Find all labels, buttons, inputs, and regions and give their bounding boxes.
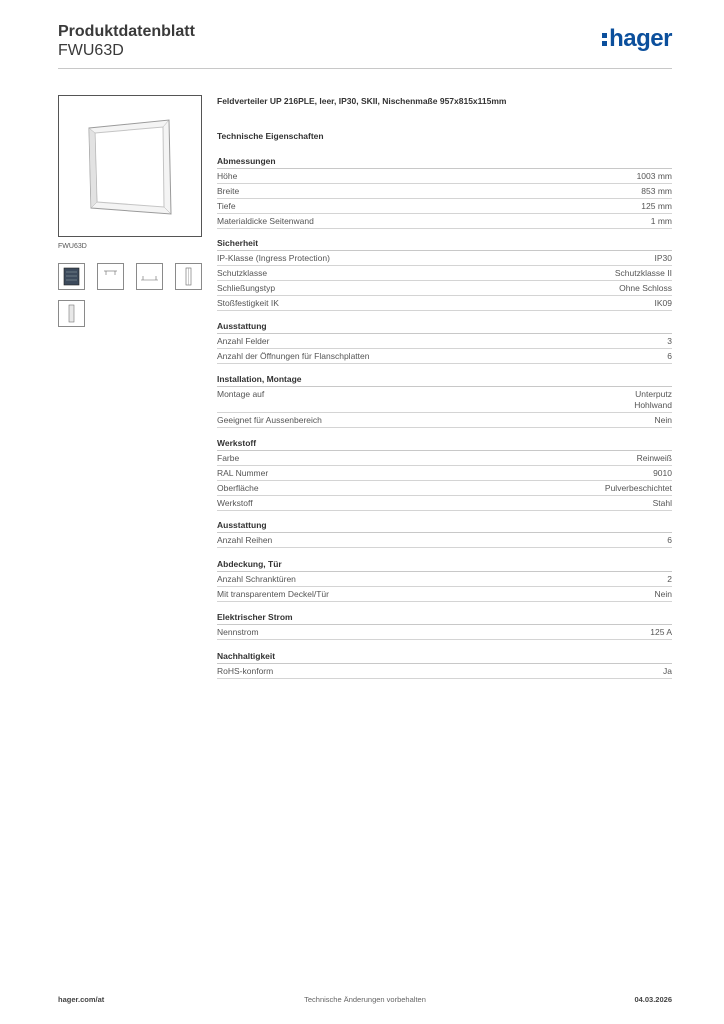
- row-value: Schutzklasse II: [614, 267, 672, 278]
- cabinet-image-icon: [59, 96, 201, 236]
- thumbnail-depth-drawing[interactable]: [175, 263, 202, 290]
- group-title: Werkstoff: [217, 437, 672, 451]
- logo-colon-icon: [602, 30, 607, 48]
- group-title: Ausstattung: [217, 519, 672, 533]
- group-title: Sicherheit: [217, 237, 672, 251]
- table-row: [217, 296, 672, 311]
- row-label: Farbe: [217, 452, 240, 463]
- row-value: Pulverbeschichtet: [604, 482, 672, 493]
- group-title: Abdeckung, Tür: [217, 558, 672, 572]
- row-label: Schutzklasse: [217, 267, 268, 278]
- row-value: 853 mm: [641, 185, 672, 196]
- row-value: 1 mm: [650, 215, 672, 226]
- row-label: Schließungstyp: [217, 282, 276, 293]
- row-label: Werkstoff: [217, 497, 253, 508]
- side-view-icon: [59, 301, 84, 326]
- row-label: Mit transparentem Deckel/Tür: [217, 588, 329, 599]
- thumbnail-front-view[interactable]: [58, 263, 85, 290]
- row-value: IK09: [654, 297, 672, 308]
- footer-website-link[interactable]: hager.com/at: [58, 995, 105, 1004]
- table-row: [217, 251, 672, 266]
- row-value: 125 A: [650, 626, 672, 637]
- row-label: Breite: [217, 185, 240, 196]
- row-label: Anzahl Felder: [217, 335, 270, 346]
- group-ausstattung: [217, 320, 672, 364]
- row-label: Geeignet für Aussenbereich: [217, 414, 322, 425]
- row-label: Anzahl der Öffnungen für Flanschplatten: [217, 350, 370, 361]
- row-value: Nein: [654, 414, 672, 425]
- row-label: RAL Nummer: [217, 467, 269, 478]
- table-row: [217, 169, 672, 184]
- table-row: [217, 572, 672, 587]
- row-value: Ohne Schloss: [619, 282, 672, 293]
- group-title: Abmessungen: [217, 155, 672, 169]
- hager-logo: [602, 26, 672, 52]
- product-code: FWU63D: [58, 42, 124, 59]
- table-row: [217, 481, 672, 496]
- group-title: Installation, Montage: [217, 373, 672, 387]
- table-row: [217, 664, 672, 679]
- table-row: [217, 184, 672, 199]
- product-description: Feldverteiler UP 216PLE, leer, IP30, SKII, Nischenmaße 957x815x115mm: [217, 96, 507, 106]
- row-value: Unterputz Hohlwand: [634, 388, 672, 410]
- row-value: 1003 mm: [636, 170, 672, 181]
- thumbnail-top-drawing[interactable]: [97, 263, 124, 290]
- table-row: [217, 334, 672, 349]
- table-row: [217, 466, 672, 481]
- row-label: Nennstrom: [217, 626, 259, 637]
- row-value: IP30: [654, 252, 672, 263]
- table-row: [217, 496, 672, 511]
- row-value: 6: [667, 534, 672, 545]
- row-value: 6: [667, 350, 672, 361]
- row-label: Tiefe: [217, 200, 236, 211]
- row-label: Stoßfestigkeit IK: [217, 297, 279, 308]
- side-drawing-icon: [137, 264, 162, 289]
- row-label: RoHS-konform: [217, 665, 274, 676]
- footer-notice: Technische Änderungen vorbehalten: [304, 995, 426, 1004]
- table-row: [217, 281, 672, 296]
- thumbnail-side-view[interactable]: [58, 300, 85, 327]
- product-image: [58, 95, 202, 237]
- product-image-label: FWU63D: [58, 243, 87, 250]
- row-label: Anzahl Schranktüren: [217, 573, 296, 584]
- row-value: 2: [667, 573, 672, 584]
- group-nachhaltigkeit: [217, 650, 672, 679]
- group-installation-montage: [217, 373, 672, 428]
- depth-drawing-icon: [176, 264, 201, 289]
- table-row: [217, 214, 672, 229]
- row-label: Materialdicke Seitenwand: [217, 215, 314, 226]
- group-title: Nachhaltigkeit: [217, 650, 672, 664]
- group-werkstoff: [217, 437, 672, 511]
- row-value: 3: [667, 335, 672, 346]
- row-value: Nein: [654, 588, 672, 599]
- logo-text: hager: [609, 25, 672, 52]
- top-drawing-icon: [98, 264, 123, 289]
- table-row: [217, 625, 672, 640]
- row-value: Stahl: [652, 497, 672, 508]
- front-view-icon: [59, 264, 84, 289]
- table-row: [217, 387, 672, 413]
- group-title: Ausstattung: [217, 320, 672, 334]
- row-label: IP-Klasse (Ingress Protection): [217, 252, 330, 263]
- row-value: 9010: [653, 467, 672, 478]
- table-row: [217, 199, 672, 214]
- document-title: Produktdatenblatt: [58, 23, 195, 40]
- table-row: [217, 413, 672, 428]
- group-title: Elektrischer Strom: [217, 611, 672, 625]
- row-value: Reinweiß: [636, 452, 672, 463]
- footer-date: 04.03.2026: [634, 995, 672, 1004]
- group-abmessungen: [217, 155, 672, 229]
- thumbnail-side-drawing[interactable]: [136, 263, 163, 290]
- row-label: Montage auf: [217, 388, 265, 399]
- group-abdeckung-tuer: [217, 558, 672, 602]
- table-row: [217, 533, 672, 548]
- group-elektrischer-strom: [217, 611, 672, 640]
- page-header: [58, 20, 672, 69]
- table-row: [217, 266, 672, 281]
- row-label: Anzahl Reihen: [217, 534, 273, 545]
- row-value: Ja: [663, 665, 672, 676]
- row-label: Höhe: [217, 170, 238, 181]
- group-sicherheit: [217, 237, 672, 311]
- section-title: Technische Eigenschaften: [217, 131, 324, 141]
- table-row: [217, 451, 672, 466]
- group-ausstattung-2: [217, 519, 672, 548]
- row-value: 125 mm: [641, 200, 672, 211]
- row-label: Oberfläche: [217, 482, 259, 493]
- table-row: [217, 587, 672, 602]
- table-row: [217, 349, 672, 364]
